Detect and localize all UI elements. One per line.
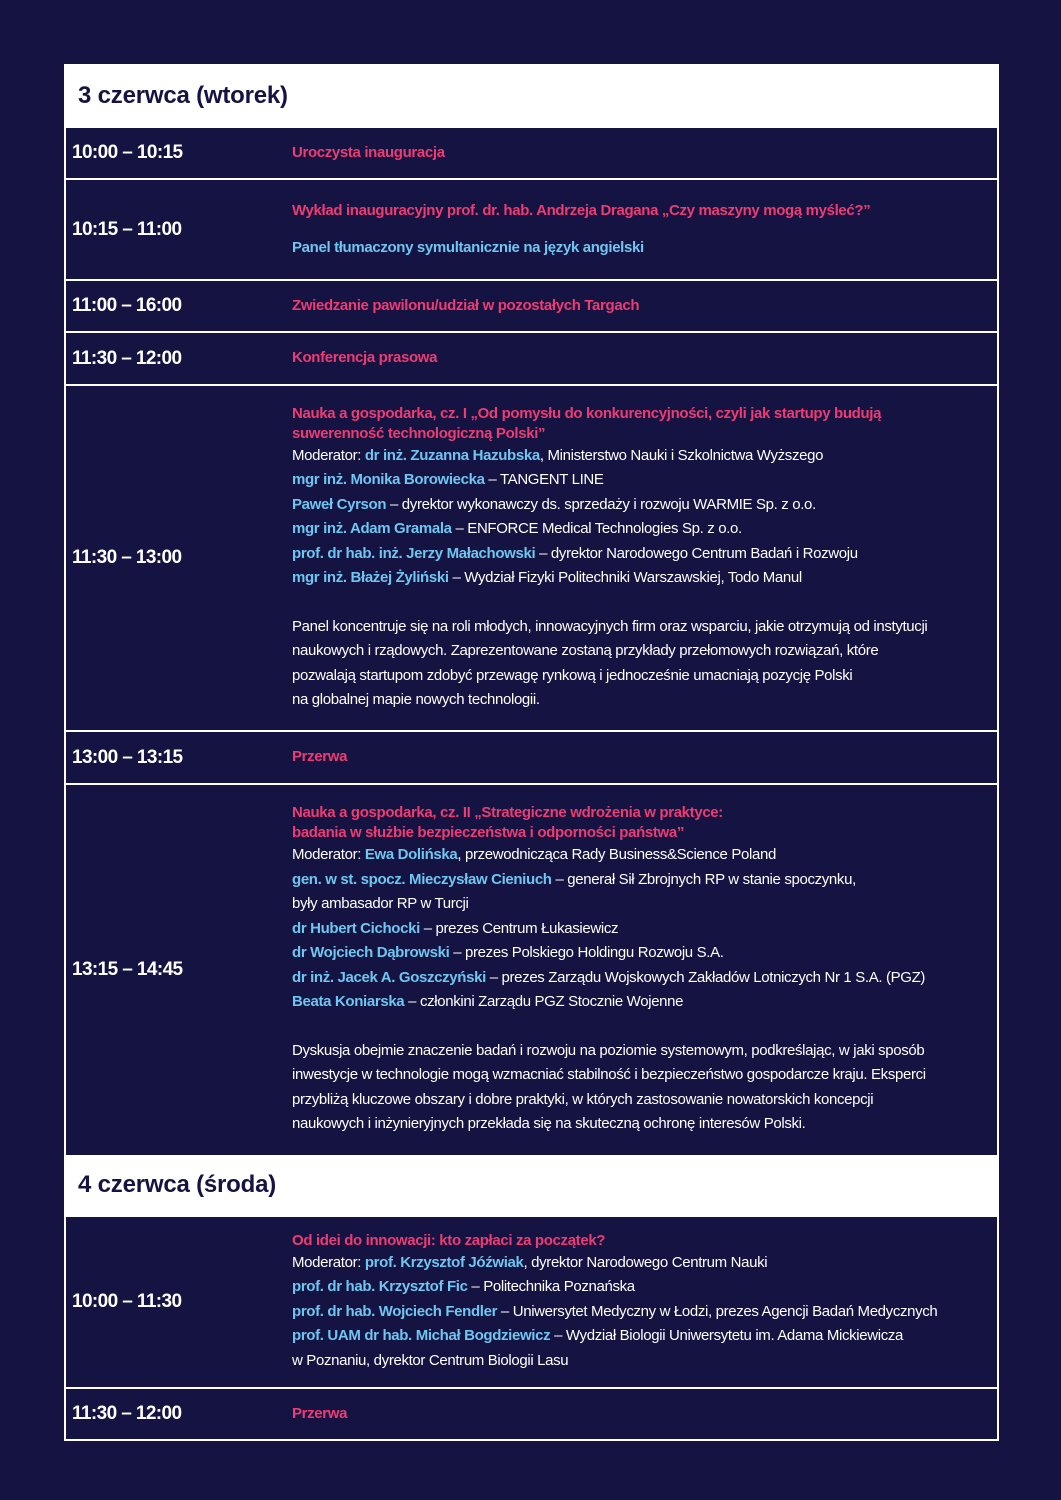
event-content	[286, 180, 997, 279]
event-title-line: badania w służbie bezpieczeństwa i odporności państwa”	[292, 824, 685, 842]
event-title: Przerwa	[292, 748, 348, 766]
event-title-line: suwerenność technologiczną Polski”	[292, 424, 546, 442]
moderator-affiliation: , dyrektor Narodowego Centrum Nauki	[523, 1253, 768, 1271]
speaker-name: Paweł Cyrson	[292, 495, 387, 513]
description-line: naukowych i rządowych. Zaprezentowane zostaną przykłady przełomowych rozwiązań, które	[292, 642, 879, 659]
event-content	[286, 732, 997, 783]
speaker-affiliation: – TANGENT LINE	[484, 471, 604, 488]
speaker-line	[292, 1349, 987, 1374]
schedule-row	[66, 281, 997, 333]
schedule-row	[66, 785, 997, 1155]
moderator-name: prof. Krzysztof Jóźwiak	[364, 1253, 524, 1271]
speaker-name: mgr inż. Monika Borowiecka	[292, 471, 485, 488]
moderator-name: Ewa Dolińska	[364, 846, 458, 864]
speaker-name: prof. dr hab. Wojciech Fendler	[292, 1302, 498, 1320]
speaker-name: gen. w st. spocz. Mieczysław Cieniuch	[292, 870, 552, 888]
event-content	[286, 785, 997, 1155]
speaker-line	[292, 468, 987, 493]
moderator-label: Moderator:	[292, 446, 365, 464]
description-line: Panel koncentruje się na roli młodych, innowacyjnych firm oraz wsparciu, jakie otrzymują od instytucji	[292, 617, 928, 635]
speaker-affiliation: – Wydział Biologii Uniwersytetu im. Adama Mickiewicza	[550, 1327, 904, 1345]
event-content	[286, 333, 997, 384]
speaker-name: prof. UAM dr hab. Michał Bogdziewicz	[292, 1327, 551, 1345]
event-title: Uroczysta inauguracja	[292, 143, 445, 161]
speaker-line	[292, 941, 987, 966]
event-content	[286, 281, 997, 331]
speaker-affiliation: – ENFORCE Medical Technologies Sp. z o.o.	[451, 520, 742, 537]
moderator-affiliation: , przewodnicząca Rady Business&Science Poland	[457, 846, 776, 864]
event-title: Wykład inauguracyjny prof. dr. hab. Andrzeja Dragana „Czy maszyny mogą myśleć?”	[292, 201, 871, 219]
description-line: pozwalają startupom zdobyć przewagę rynkową i jednocześnie umacniają pozycję Polski	[292, 666, 853, 684]
description-line: przybliżą kluczowe obszary i dobre praktyki, w których zastosowanie nowatorskich koncepcji	[292, 1090, 874, 1108]
time-slot: 11:30 – 12:00	[72, 1403, 182, 1424]
speaker-line	[292, 1300, 987, 1325]
time-slot: 13:00 – 13:15	[72, 746, 183, 768]
spacer	[292, 1015, 987, 1039]
day-header: 3 czerwca (wtorek)	[66, 66, 997, 128]
moderator-line	[292, 1251, 987, 1276]
speaker-affiliation: – Uniwersytet Medyczny w Łodzi, prezes Agencji Badań Medycznych	[497, 1302, 938, 1320]
time-slot: 10:00 – 10:15	[72, 142, 183, 163]
speaker-name: Beata Koniarska	[292, 993, 405, 1011]
time-slot: 10:00 – 11:30	[72, 1291, 182, 1312]
speaker-affiliation: – prezes Centrum Łukasiewicz	[419, 919, 619, 937]
description-line: Dyskusja obejmie znaczenie badań i rozwoju na poziomie systemowym, podkreślając, w jaki sposób	[292, 1041, 925, 1059]
schedule-row	[66, 1217, 997, 1389]
speaker-affiliation: – prezes Polskiego Holdingu Rozwoju S.A.	[449, 944, 724, 962]
speaker-line	[292, 566, 987, 591]
moderator-affiliation: , Ministerstwo Nauki i Szkolnictwa Wyższego	[539, 446, 824, 464]
speaker-name: prof. dr hab. inż. Jerzy Małachowski	[292, 544, 536, 562]
schedule-row	[66, 732, 997, 785]
event-title: Konferencja prasowa	[292, 349, 438, 367]
time-slot: 10:15 – 11:00	[72, 218, 182, 240]
speaker-affiliation: – prezes Zarządu Wojskowych Zakładów Lotniczych Nr 1 S.A. (PGZ)	[485, 968, 926, 986]
moderator-label: Moderator:	[292, 846, 365, 864]
event-content	[286, 1389, 997, 1439]
day-header: 4 czerwca (środa)	[66, 1155, 997, 1217]
speaker-line	[292, 892, 987, 917]
event-title: Przerwa	[292, 1404, 348, 1422]
speaker-line	[292, 1324, 987, 1349]
speaker-name: mgr inż. Błażej Żyliński	[292, 569, 449, 586]
speaker-name: dr Hubert Cichocki	[292, 919, 420, 937]
schedule-row	[66, 128, 997, 180]
speaker-line	[292, 990, 987, 1015]
schedule-row	[66, 1389, 997, 1439]
description-line: inwestycje w technologie mogą wzmacniać stabilność i bezpieczeństwo gospodarcze kraju. Eksperci	[292, 1066, 926, 1084]
schedule-table	[64, 64, 999, 1441]
event-title-line: Nauka a gospodarka, cz. II „Strategiczne wdrożenia w praktyce:	[292, 804, 723, 822]
moderator-line	[292, 444, 987, 469]
event-content	[286, 128, 997, 178]
speaker-affiliation: – generał Sił Zbrojnych RP w stanie spoczynku,	[551, 870, 856, 888]
time-slot: 11:30 – 13:00	[72, 547, 182, 568]
speaker-line	[292, 493, 987, 518]
speaker-name: dr inż. Jacek A. Goszczyński	[292, 968, 486, 986]
time-slot: 13:15 – 14:45	[72, 959, 183, 980]
event-title: Zwiedzanie pawilonu/udział w pozostałych Targach	[292, 296, 640, 314]
description-line: na globalnej mapie nowych technologii.	[292, 691, 540, 708]
event-content	[286, 386, 997, 730]
time-slot: 11:00 – 16:00	[72, 295, 182, 316]
schedule-row	[66, 180, 997, 281]
speaker-line	[292, 542, 987, 567]
speaker-affiliation: były ambasador RP w Turcji	[292, 895, 469, 913]
speaker-line	[292, 868, 987, 893]
speaker-line	[292, 517, 987, 542]
speaker-line	[292, 917, 987, 942]
moderator-line	[292, 843, 987, 868]
speaker-affiliation: – Politechnika Poznańska	[467, 1278, 635, 1296]
speaker-line	[292, 1275, 987, 1300]
speaker-affiliation: – dyrektor wykonawczy ds. sprzedaży i rozwoju WARMIE Sp. z o.o.	[386, 495, 816, 513]
description-line: naukowych i inżynieryjnych przekłada się na skuteczną ochronę interesów Polski.	[292, 1115, 806, 1133]
schedule-row	[66, 333, 997, 386]
moderator-label: Moderator:	[292, 1253, 365, 1271]
speaker-affiliation: w Poznaniu, dyrektor Centrum Biologii Lasu	[292, 1351, 569, 1369]
spacer	[292, 591, 987, 615]
event-title: Od idei do innowacji: kto zapłaci za początek?	[292, 1231, 606, 1249]
speaker-affiliation: – dyrektor Narodowego Centrum Badań i Rozwoju	[535, 544, 858, 562]
schedule-row	[66, 386, 997, 732]
speaker-affiliation: – członkini Zarządu PGZ Stocznie Wojenne	[404, 993, 684, 1011]
event-content	[286, 1217, 997, 1387]
speaker-name: mgr inż. Adam Gramala	[292, 520, 452, 537]
event-title-line: Nauka a gospodarka, cz. I „Od pomysłu do konkurencyjności, czyli jak startupy budują	[292, 404, 882, 422]
speaker-line	[292, 966, 987, 991]
event-note: Panel tłumaczony symultanicznie na język angielski	[292, 239, 644, 256]
speaker-name: dr Wojciech Dąbrowski	[292, 944, 450, 962]
speaker-name: prof. dr hab. Krzysztof Fic	[292, 1278, 468, 1296]
moderator-name: dr inż. Zuzanna Hazubska	[364, 446, 540, 464]
speaker-affiliation: – Wydział Fizyki Politechniki Warszawskiej, Todo Manul	[448, 569, 802, 586]
time-slot: 11:30 – 12:00	[72, 347, 182, 369]
